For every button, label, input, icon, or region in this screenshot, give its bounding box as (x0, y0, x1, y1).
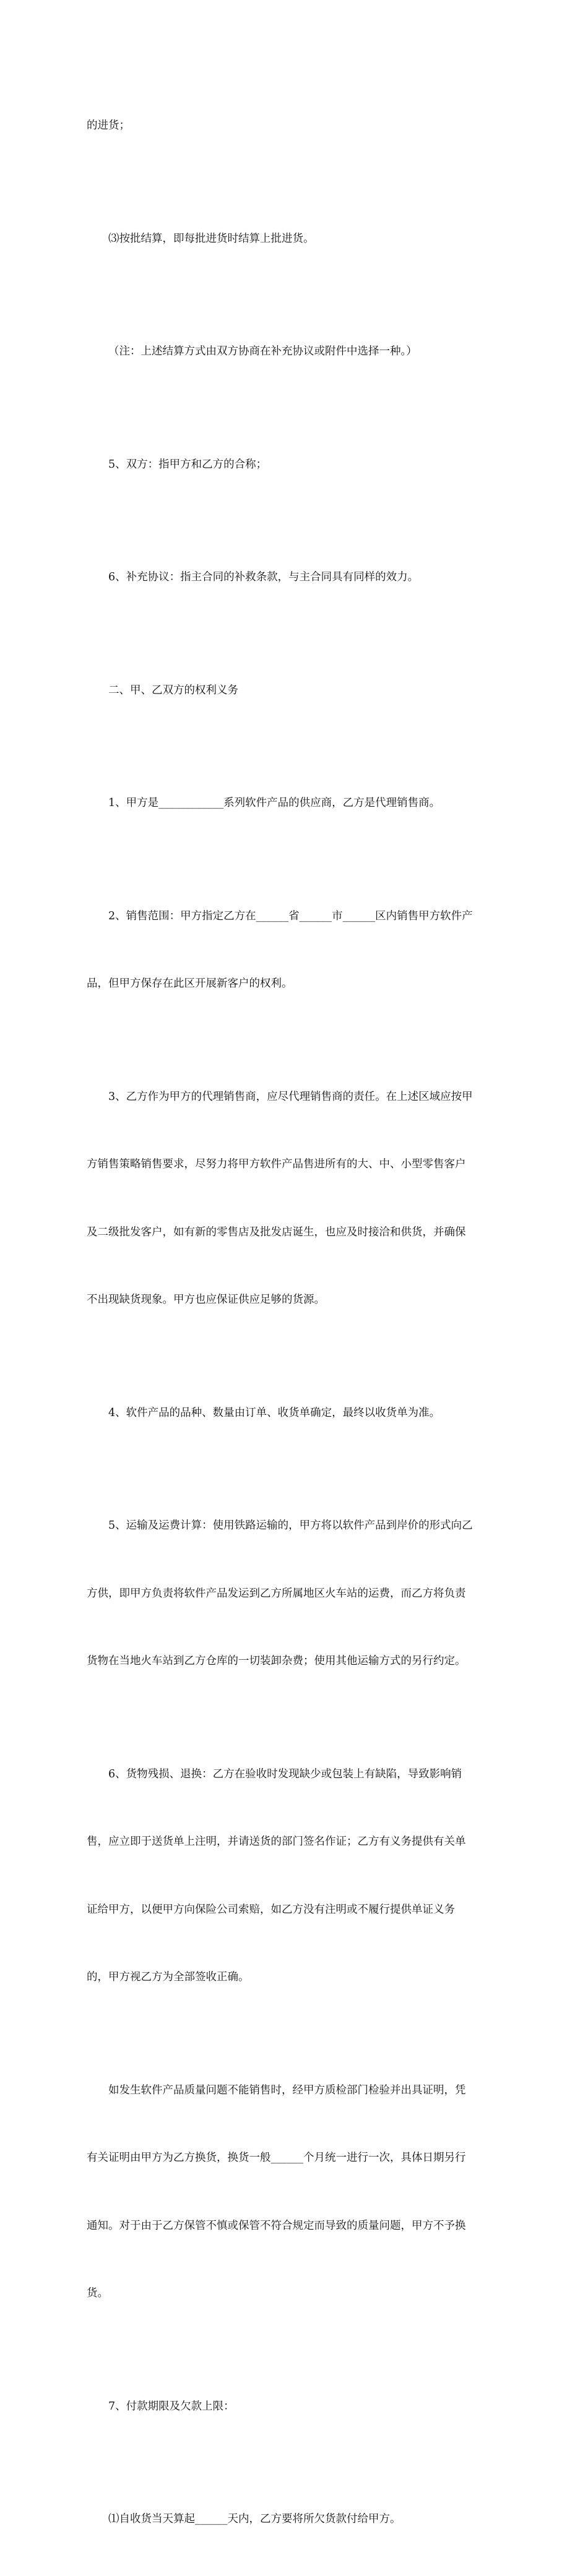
clause-7 (87, 2350, 501, 2463)
text-line: ⑶按批结算，即每批进货时结算上批进货。 (108, 232, 314, 245)
text-line: 2、销售范围：甲方指定乙方在______省______市______区内销售甲方软件产 (108, 909, 473, 922)
clause-6 (87, 1718, 501, 2034)
text-line: 方销售策略销售要求，尽努力将甲方软件产品售进所有的大、中、小型零售客户 (87, 1158, 466, 1170)
text-line: 的，甲方视乙方为全部签收正确。 (87, 1971, 249, 1983)
text-line: 如发生软件产品质量问题不能销售时，经甲方质检部门检验并出具证明，凭 (108, 2084, 466, 2097)
text-line: 货。 (87, 2287, 108, 2299)
clause-5 (87, 1469, 501, 1718)
text-line: 不出现缺货现象。甲方也应保证供应足够的货源。 (87, 1294, 325, 1306)
text-line: 3、乙方作为甲方的代理销售商，应尽代理销售商的责任。在上述区域应按甲 (108, 1090, 473, 1103)
paragraph-definition-parties (87, 408, 501, 522)
text-line: 的进货； (87, 119, 130, 132)
clause-6-quality-issues (87, 2034, 501, 2350)
text-line: 售，应立即于送货单上注明，并请送货的部门签名作证；乙方有义务提供有关单 (87, 1835, 466, 1848)
text-line: 5、运输及运费计算：使用铁路运输的，甲方将以软件产品到岸价的形式向乙 (108, 1519, 473, 1532)
text-line: 货物在当地火车站到乙方仓库的一切装卸杂费；使用其他运输方式的另行约定。 (87, 1655, 466, 1667)
paragraph-note (87, 295, 501, 408)
text-line: ⑴自收货当天算起______天内，乙方要将所欠货款付给甲方。 (108, 2513, 401, 2525)
text-line: 4、软件产品的品种、数量由订单、收货单确定，最终以收货单为准。 (108, 1406, 441, 1419)
text-line: 6、补充协议：指主合同的补救条款，与主合同具有同样的效力。 (108, 571, 419, 583)
clause-2 (87, 860, 501, 1041)
text-line: 通知。对于由于乙方保管不慎或保管不符合规定而导致的质量问题，甲方不予换 (87, 2219, 466, 2232)
text-line: 1、甲方是____________系列软件产品的供应商，乙方是代理销售商。 (108, 797, 441, 809)
text-line: 品，但甲方保存在此区开展新客户的权利。 (87, 977, 293, 990)
clause-7-1 (87, 2463, 501, 2576)
clause-4 (87, 1357, 501, 1470)
text-line: 二、甲、乙双方的权利义务 (108, 684, 238, 697)
text-line: 证给甲方，以便甲方向保险公司索赔，如乙方没有注明或不履行提供单证义务 (87, 1903, 455, 1916)
text-line: 及二级批发客户，如有新的零售店及批发店诞生，也应及时接洽和供货，并确保 (87, 1226, 466, 1239)
section-heading-rights-obligations (87, 634, 501, 747)
paragraph-continuation (87, 69, 501, 182)
text-line: 有关证明由甲方为乙方换货，换货一般______个月统一进行一次，具体日期另行 (87, 2152, 466, 2164)
clause-3 (87, 1041, 501, 1357)
paragraph-definition-supplement (87, 521, 501, 634)
text-line: 7、付款期限及欠款上限： (108, 2400, 235, 2413)
text-line: 5、双方：指甲方和乙方的合称； (108, 458, 267, 471)
clause-1 (87, 747, 501, 860)
text-line: 方供，即甲方负责将软件产品发运到乙方所属地区火车站的运费，而乙方将负责 (87, 1587, 466, 1600)
text-line: 6、货物残损、退换：乙方在验收时发现缺少或包装上有缺陷，导致影响销 (108, 1767, 462, 1780)
paragraph-settlement-by-batch (87, 182, 501, 296)
document-body (87, 69, 501, 2576)
text-line: （注：上述结算方式由双方协商在补充协议或附件中选择一种。） (108, 345, 417, 358)
